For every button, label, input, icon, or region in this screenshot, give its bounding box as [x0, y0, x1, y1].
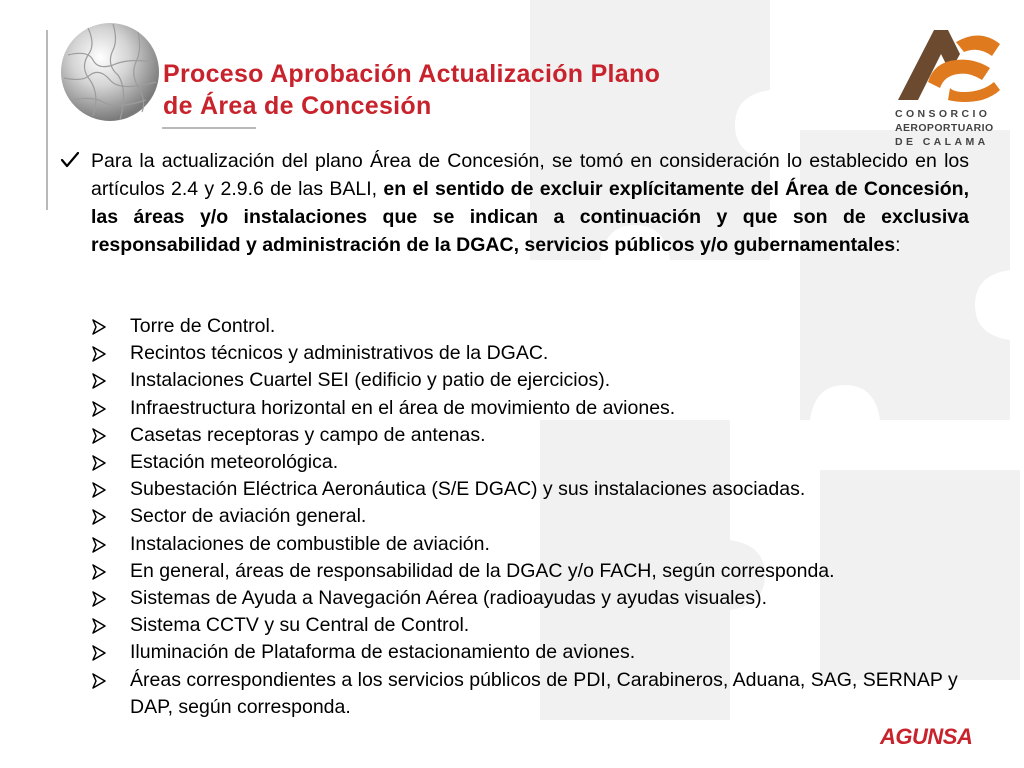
list-item: [91, 558, 991, 585]
list-item-text: Instalaciones de combustible de aviación.: [130, 532, 490, 555]
list-item-text: Torre de Control.: [130, 315, 276, 337]
arrow-bullet-icon: [91, 373, 107, 389]
list-item-text: Iluminación de Plataforma de estacionamiento de aviones.: [130, 641, 636, 664]
arrow-bullet-icon: [91, 537, 107, 553]
title-line-1: Proceso Aprobación Actualización Plano: [163, 60, 661, 88]
arrow-bullet-icon: [91, 618, 107, 634]
list-item: [91, 667, 991, 721]
list-item: [91, 503, 991, 530]
title-line-2: de Área de Concesión: [163, 92, 432, 120]
list-item-text: Instalaciones Cuartel SEI (edificio y patio de ejercicios).: [130, 369, 611, 392]
list-item-text: Casetas receptoras y campo de antenas.: [130, 423, 486, 446]
slide-title: [163, 58, 843, 122]
list-item-text: Áreas correspondientes a los servicios públicos de PDI, Carabineros, Aduana, SAG, SERNAP y DAP, según corresponda.: [130, 668, 958, 718]
title-underline: [162, 127, 256, 129]
logo-line-2: AEROPORTUARIO: [895, 122, 994, 134]
arrow-bullet-icon: [91, 509, 107, 525]
globe-puzzle-icon: [58, 20, 162, 124]
list-item: [91, 422, 991, 449]
list-item: [91, 531, 991, 558]
list-item: [91, 585, 991, 612]
intro-text: Para la actualización del plano Área de Concesión, se tomó en consideración lo establecido en los artículos 2.4 y 2.9.6 de las BALI,: [91, 150, 969, 200]
arrow-bullet-icon: [91, 455, 107, 471]
checkmark-icon: [60, 150, 80, 170]
list-item: [91, 449, 991, 476]
list-item-text: Infraestructura horizontal en el área de movimiento de aviones.: [130, 396, 676, 419]
logo-line-1: CONSORCIO: [895, 108, 991, 120]
intro-tail: :: [895, 234, 901, 256]
list-item: [91, 476, 991, 503]
list-item: [91, 367, 991, 394]
list-item: [91, 313, 991, 340]
arrow-bullet-icon: [91, 645, 107, 661]
list-item-text: En general, áreas de responsabilidad de la DGAC y/o FACH, según corresponda.: [130, 559, 835, 582]
logo-line-3: DE CALAMA: [895, 136, 989, 148]
list-item-text: Sistemas de Ayuda a Navegación Aérea (radioayudas y ayudas visuales).: [130, 587, 768, 610]
intro-paragraph: [91, 147, 969, 259]
list-item: [91, 639, 991, 666]
arrow-bullet-icon: [91, 564, 107, 580]
list-item: [91, 395, 991, 422]
arrow-bullet-icon: [91, 401, 107, 417]
list-item-text: Subestación Eléctrica Aeronáutica (S/E DGAC) y sus instalaciones asociadas.: [130, 478, 806, 501]
arrow-bullet-icon: [91, 319, 107, 335]
intro-bold-text: en el sentido de excluir explícitamente del Área de Concesión, las áreas y/o instalaciones que se indican a continuación y que son de exclusiva responsabilidad y administración de la DGAC, servicios públicos y/o gubernamentales: [91, 178, 969, 256]
logo-caption: [895, 107, 1015, 149]
arrow-bullet-icon: [91, 428, 107, 444]
arrow-bullet-icon: [91, 673, 107, 689]
list-item-text: Sistema CCTV y su Central de Control.: [130, 614, 470, 637]
agunsa-logo: AGUNSA: [880, 724, 973, 749]
arrow-bullet-icon: [91, 591, 107, 607]
list-item-text: Sector de aviación general.: [130, 505, 367, 528]
list-item: [91, 340, 991, 367]
list-item: [91, 612, 991, 639]
exclusion-list: [91, 313, 991, 721]
list-item-text: Recintos técnicos y administrativos de la DGAC.: [130, 342, 549, 365]
arrow-bullet-icon: [91, 482, 107, 498]
list-item-text: Estación meteorológica.: [130, 451, 339, 474]
arrow-bullet-icon: [91, 346, 107, 362]
vertical-divider: [46, 30, 48, 210]
